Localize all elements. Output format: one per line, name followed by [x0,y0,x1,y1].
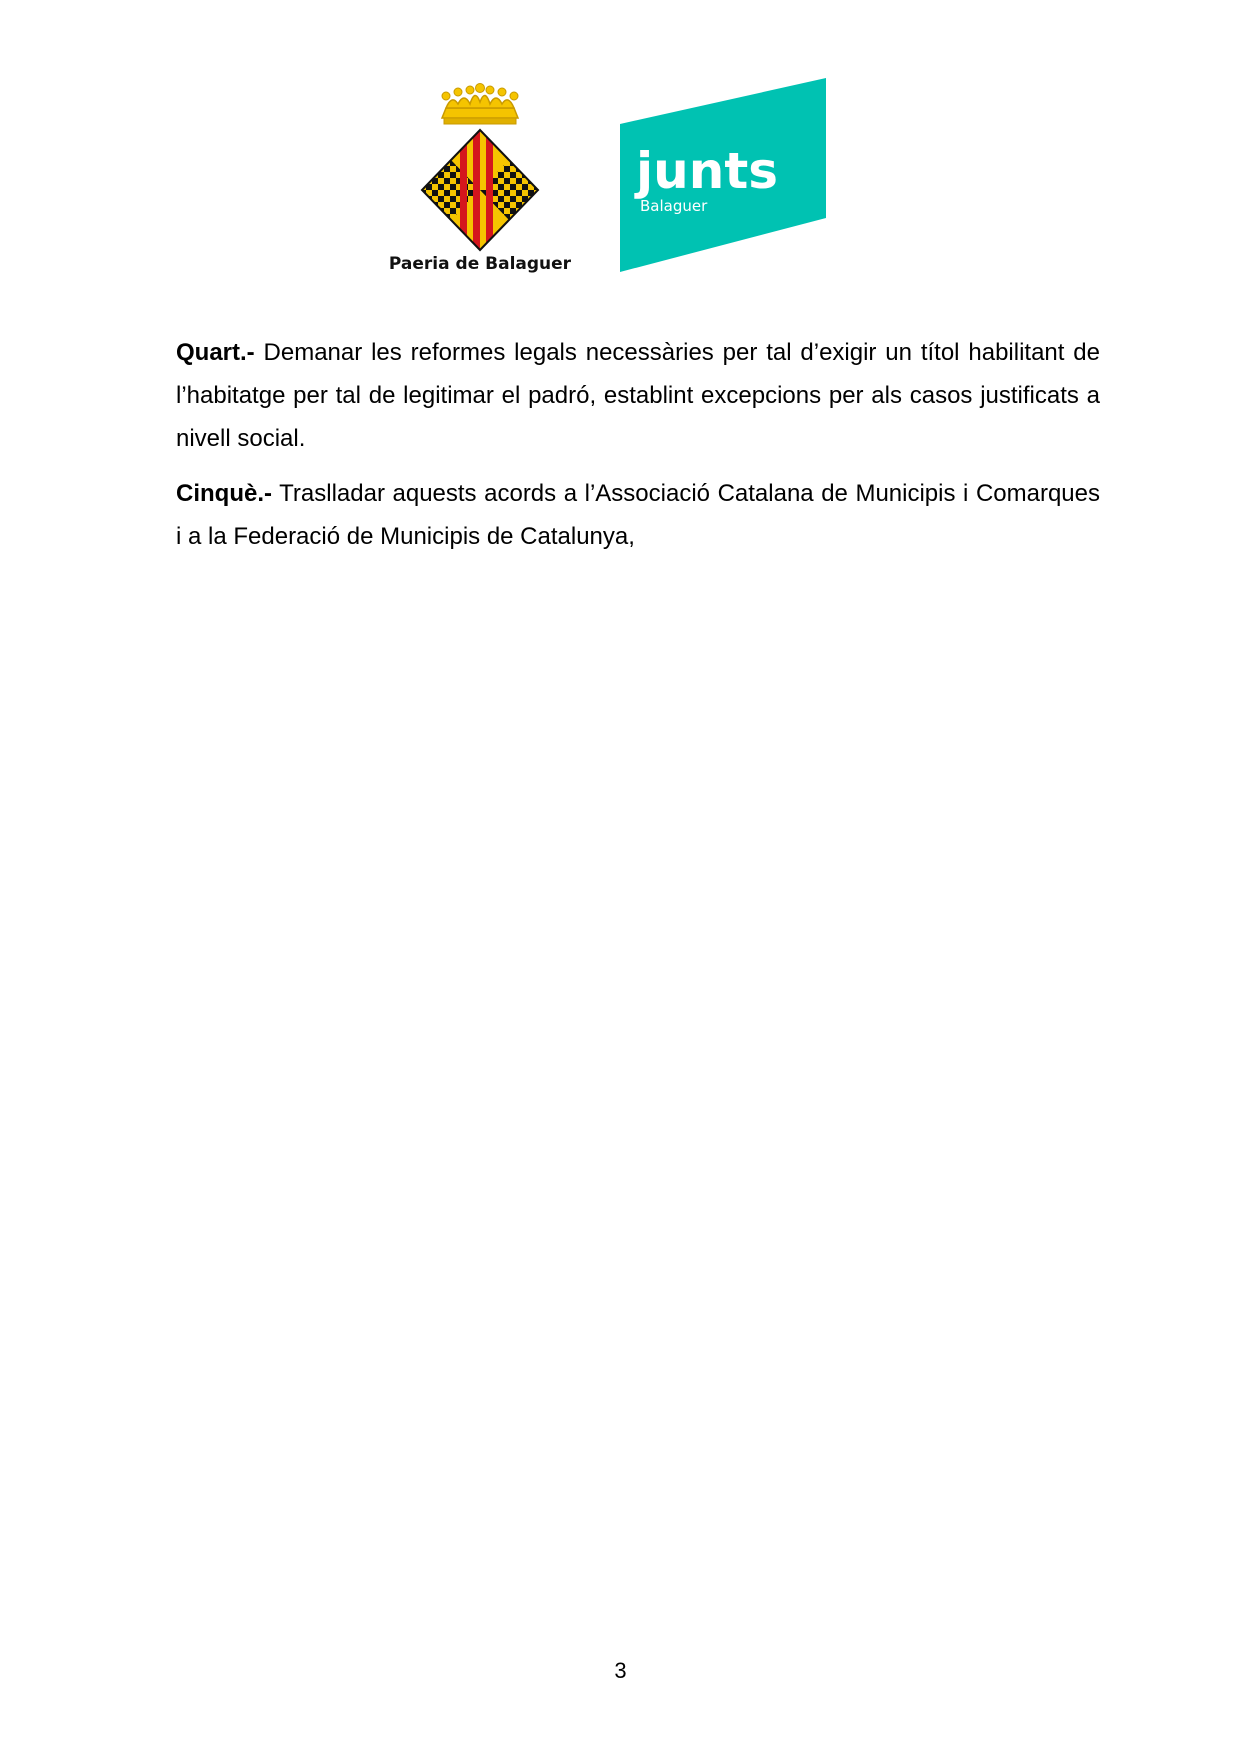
paragraph-cinque [176,472,1100,558]
shield-icon [414,122,546,254]
coat-of-arms-icon [414,82,546,254]
junts-logo-icon [618,78,828,274]
page-number: 3 [614,1658,627,1683]
paragraph-text: Traslladar aquests acords a l’Associació Catalana de Municipis i Comarques i a la Federació de Municipis de Catalunya, [176,480,1100,550]
coat-of-arms-caption: Paeria de Balaguer [388,254,572,274]
paragraph-text: Demanar les reformes legals necessàries per tal d’exigir un títol habilitant de l’habitatge per tal de legitimar el padró, establint excepcions per als casos justificats a nivell social. [176,339,1100,452]
letterhead [0,0,1241,300]
junts-wordmark: junts [636,142,778,200]
paragraph-lead: Cinquè.- [176,480,272,507]
crown-icon [442,84,518,125]
paeria-logo [380,82,580,282]
junts-subtitle: Balaguer [640,197,708,215]
paragraph-quart [176,331,1100,460]
document-body [176,331,1100,570]
paragraph-lead: Quart.- [176,339,255,366]
